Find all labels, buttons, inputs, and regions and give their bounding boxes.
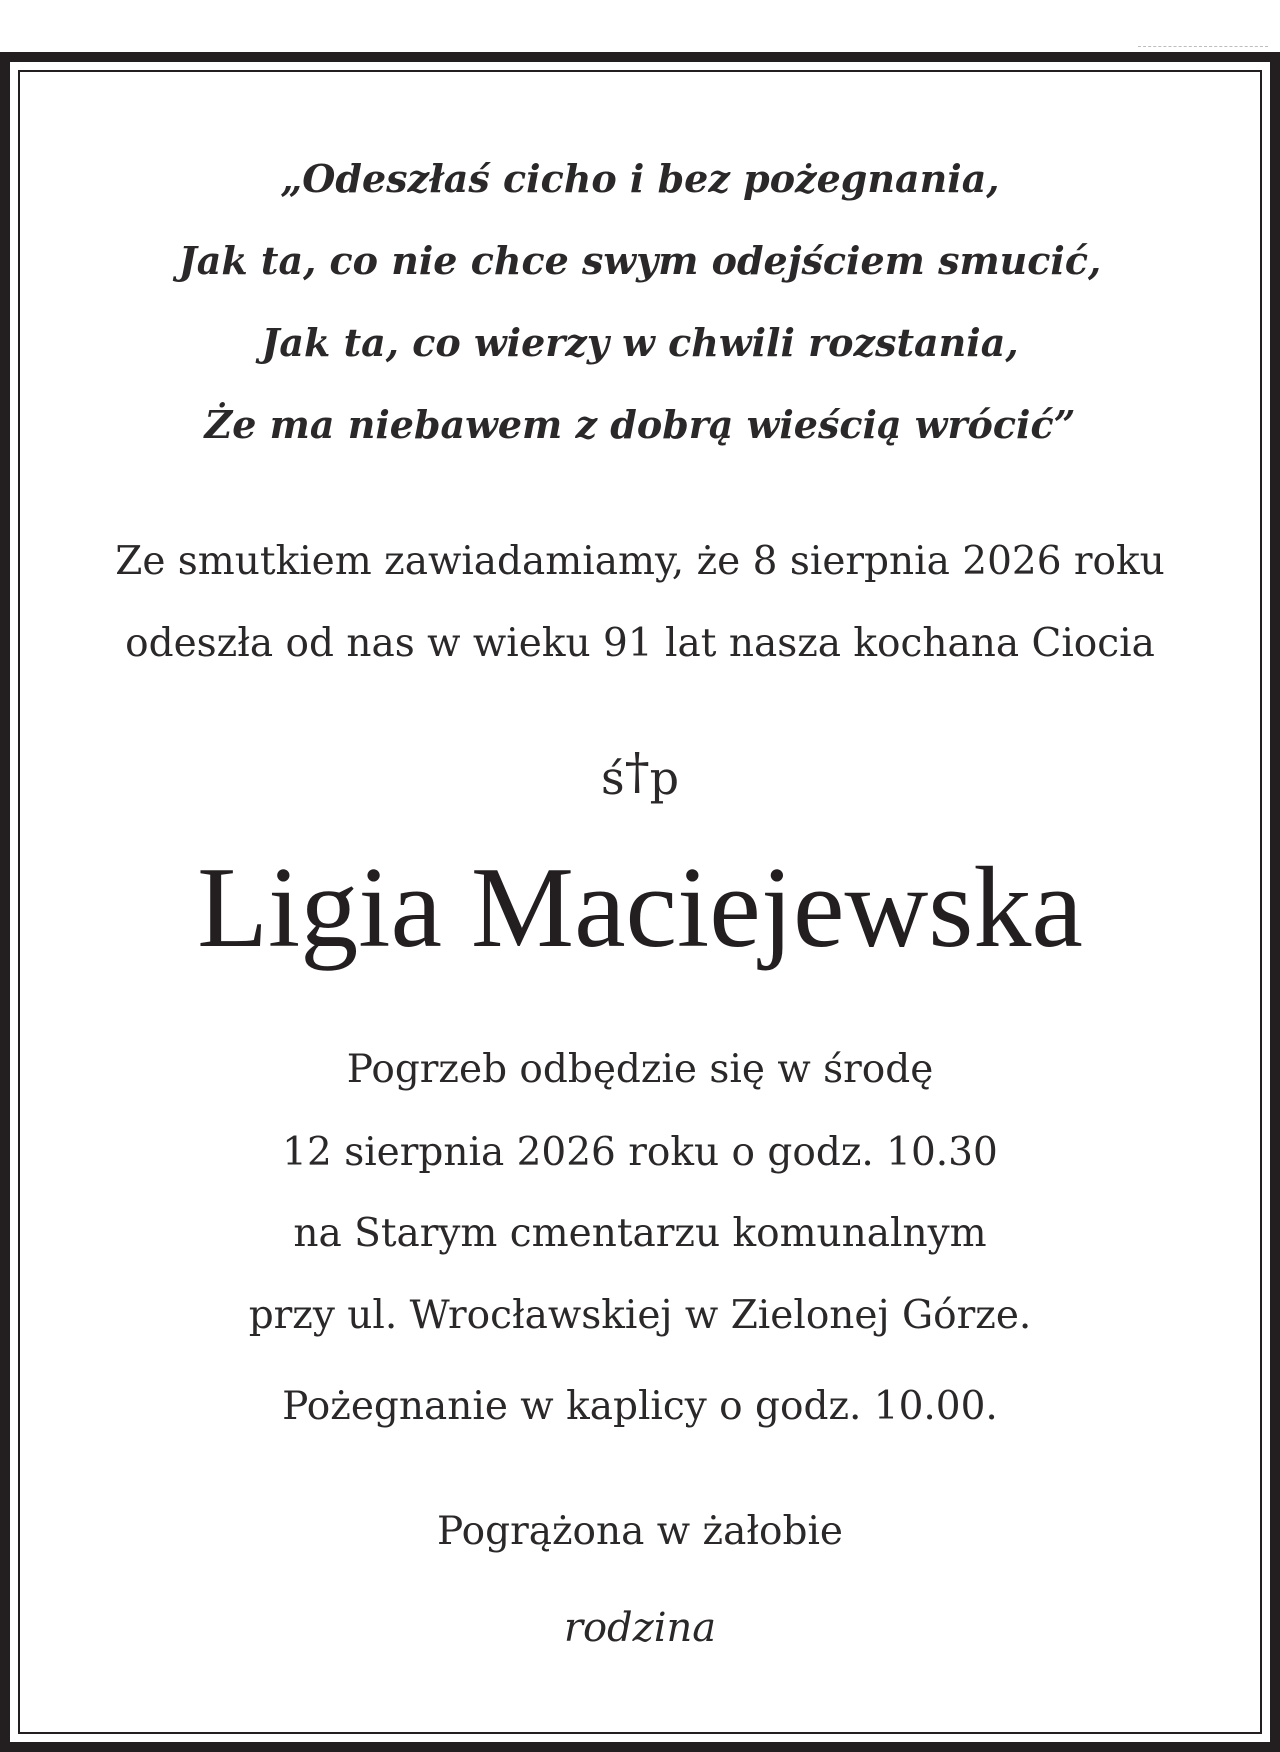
funeral-line-2: 12 sierpnia 2026 roku o godz. 10.30	[282, 1130, 998, 1175]
funeral-line-3: na Starym cmentarzu komunalnym	[293, 1211, 987, 1256]
funeral-line-1: Pogrzeb odbędzie się w środę	[346, 1047, 934, 1092]
poem-line-2: Jak ta, co nie chce swym odejściem smucić,	[178, 238, 1102, 283]
announcement-line-1: Ze smutkiem zawiadamiamy, że 8 sierpnia 2026 roku	[115, 539, 1165, 584]
farewell-line: Pożegnanie w kaplicy o godz. 10.00.	[282, 1384, 998, 1429]
honorific-stp	[0, 742, 1280, 805]
funeral-line-4: przy ul. Wrocławskiej w Zielonej Górze.	[248, 1293, 1032, 1338]
poem-line-3: Jak ta, co wierzy w chwili rozstania,	[261, 320, 1019, 365]
scan-edge-mark	[1138, 46, 1268, 47]
honorific-prefix: ś	[600, 751, 625, 805]
honorific-suffix: p	[649, 751, 680, 805]
deceased-name: Ligia Maciejewska	[197, 844, 1083, 972]
announcement-line-2: odeszła od nas w wieku 91 lat nasza kochana Ciocia	[125, 621, 1155, 666]
poem-line-4: Że ma niebawem z dobrą wieścią wrócić”	[204, 402, 1076, 447]
poem-line-1: „Odeszłaś cicho i bez pożegnania,	[280, 156, 1000, 201]
signature: rodzina	[563, 1605, 717, 1651]
cross-icon: †	[624, 742, 650, 800]
mourners-line: Pogrążona w żałobie	[436, 1509, 843, 1554]
